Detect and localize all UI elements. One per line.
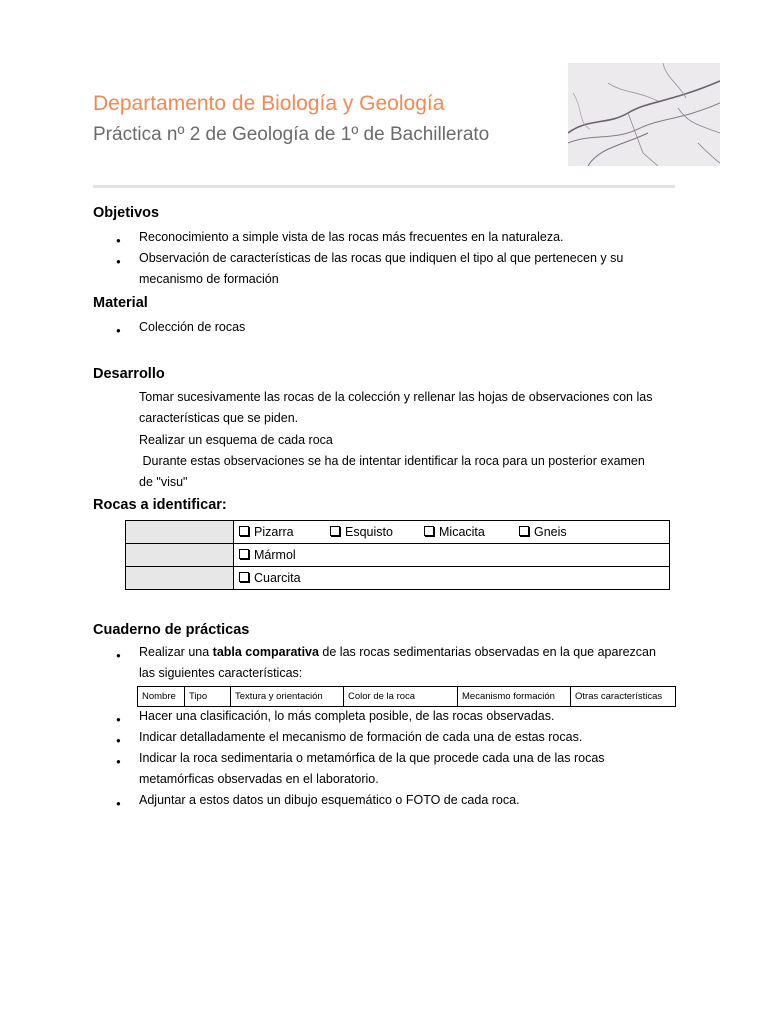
- table-header-cell: Textura y orientación: [231, 687, 344, 707]
- desarrollo-line: de "visu": [139, 475, 188, 489]
- list-item: Indicar detalladamente el mecanismo de formación de cada una de estas rocas.: [139, 730, 583, 744]
- list-item: Adjuntar a estos datos un dibujo esquemático o FOTO de cada roca.: [139, 793, 520, 807]
- list-item: Realizar una tabla comparativa de las rocas sedimentarias observadas en la que aparezcan: [139, 645, 656, 659]
- rocas-heading: Rocas a identificar:: [93, 497, 227, 513]
- checkbox-option[interactable]: Micacita: [424, 525, 519, 539]
- page-subtitle: Práctica nº 2 de Geología de 1º de Bachillerato: [93, 124, 490, 145]
- list-item: Colección de rocas: [139, 320, 246, 334]
- checkbox-icon: [424, 526, 434, 536]
- rocas-options-cell: [234, 544, 670, 567]
- rocas-label-cell: [126, 567, 234, 590]
- checkbox-option[interactable]: Pizarra: [239, 525, 330, 539]
- checkbox-icon: [239, 526, 249, 536]
- list-item: Hacer una clasificación, lo más completa posible, de las rocas observadas.: [139, 709, 555, 723]
- list-item-continuation: metamórficas observadas en el laboratorio.: [139, 772, 379, 786]
- checkbox-icon: [239, 572, 249, 582]
- header-divider: [93, 185, 675, 188]
- desarrollo-line: Tomar sucesivamente las rocas de la colección y rellenar las hojas de observaciones con las: [139, 390, 653, 404]
- table-header-cell: Nombre: [138, 687, 185, 707]
- checkbox-icon: [239, 549, 249, 559]
- bullet: ●: [116, 736, 121, 745]
- bullet: ●: [116, 257, 121, 266]
- table-row: [126, 521, 670, 544]
- bullet: ●: [116, 715, 121, 724]
- table-row: [126, 544, 670, 567]
- list-item: Observación de características de las rocas que indiquen el tipo al que pertenecen y su: [139, 251, 624, 265]
- table-header-row: [138, 687, 676, 707]
- bullet: ●: [116, 757, 121, 766]
- rocas-label-cell: [126, 521, 234, 544]
- page-title: Departamento de Biología y Geología: [93, 92, 445, 115]
- checkbox-option[interactable]: Esquisto: [330, 525, 424, 539]
- bullet: ●: [116, 651, 121, 660]
- table-header-cell: Color de la roca: [344, 687, 458, 707]
- table-row: [126, 567, 670, 590]
- table-header-cell: Otras características: [571, 687, 676, 707]
- checkbox-option[interactable]: Mármol: [239, 548, 296, 562]
- rocas-options-cell: [234, 521, 670, 544]
- checkbox-option[interactable]: Cuarcita: [239, 571, 301, 585]
- table-header-cell: Mecanismo formación: [458, 687, 571, 707]
- desarrollo-line: características que se piden.: [139, 411, 299, 425]
- rocas-table: [125, 520, 670, 590]
- table-header-cell: Tipo: [185, 687, 231, 707]
- checkbox-icon: [519, 526, 529, 536]
- desarrollo-line: Realizar un esquema de cada roca: [139, 433, 333, 447]
- comparison-table: [137, 686, 676, 707]
- bullet: ●: [116, 326, 121, 335]
- list-item-continuation: mecanismo de formación: [139, 272, 279, 286]
- checkbox-option[interactable]: Gneis: [519, 525, 567, 539]
- list-item: Indicar la roca sedimentaria o metamórfica de la que procede cada una de las rocas: [139, 751, 605, 765]
- checkbox-icon: [330, 526, 340, 536]
- bullet: ●: [116, 799, 121, 808]
- objetivos-heading: Objetivos: [93, 205, 160, 221]
- desarrollo-line: Durante estas observaciones se ha de intentar identificar la roca para un posterior examen: [139, 454, 645, 468]
- marble-rock-photo: [568, 63, 720, 166]
- rocas-options-cell: [234, 567, 670, 590]
- desarrollo-heading: Desarrollo: [93, 366, 165, 382]
- list-item-continuation: las siguientes características:: [139, 666, 303, 680]
- rocas-label-cell: [126, 544, 234, 567]
- list-item: Reconocimiento a simple vista de las rocas más frecuentes en la naturaleza.: [139, 230, 564, 244]
- cuaderno-heading: Cuaderno de prácticas: [93, 622, 250, 638]
- material-heading: Material: [93, 295, 148, 311]
- bullet: ●: [116, 236, 121, 245]
